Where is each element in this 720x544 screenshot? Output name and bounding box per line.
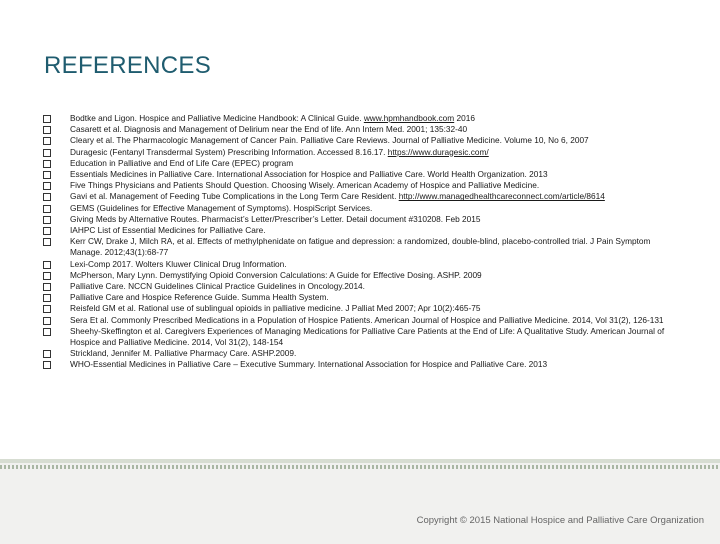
reference-text: Strickland, Jennifer M. Palliative Pharmacy Care. ASHP.2009. [70,348,297,359]
reference-item [43,303,683,314]
reference-text: WHO-Essential Medicines in Palliative Care – Executive Summary. International Association for Hospice and Palliative Care. 2013 [70,359,548,370]
checkbox-bullet-icon [43,149,51,157]
reference-item [43,158,683,169]
reference-text: Sera Et al. Commonly Prescribed Medications in a Population of Hospice Patients. American Journal of Hospice and Palliative Medicine. 2014, Vol 31(2), 126-131 [70,314,664,325]
reference-text: Education in Palliative and End of Life Care (EPEC) program [70,157,294,168]
checkbox-bullet-icon [43,350,51,358]
reference-text: Casarett et al. Diagnosis and Management of Delirium near the End of life. Ann Intern Med. 2001; 135:32-40 [70,124,468,135]
reference-item [43,191,683,202]
reference-text: Bodtke and Ligon. Hospice and Palliative Medicine Handbook: A Clinical Guide. [70,113,364,123]
reference-item [43,359,683,370]
reference-text: Palliative Care. NCCN Guidelines Clinical Practice Guidelines in Oncology.2014. [70,281,365,292]
reference-item [43,214,683,225]
reference-text: Lexi-Comp 2017. Wolters Kluwer Clinical Drug Information. [70,258,287,269]
reference-link[interactable]: https://www.duragesic.com/ [387,146,489,157]
checkbox-bullet-icon [43,137,51,145]
checkbox-bullet-icon [43,115,51,123]
reference-text-suffix: 2016 [454,113,475,123]
reference-text: Gavi et al. Management of Feeding Tube Complications in the Long Term Care Resident. [70,191,399,202]
checkbox-bullet-icon [43,305,51,313]
reference-link[interactable]: http://www.managedhealthcareconnect.com/article/8614 [398,191,605,202]
reference-item [43,225,683,236]
reference-item [43,135,683,146]
reference-text: McPherson, Mary Lynn. Demystifying Opioid Conversion Calculations: A Guide for Effective Dosing. ASHP. 2009 [70,269,482,280]
reference-item [43,326,683,348]
checkbox-bullet-icon [43,126,51,134]
reference-link[interactable]: www.hpmhandbook.com [363,113,455,123]
reference-item [43,147,683,158]
checkbox-bullet-icon [43,171,51,179]
reference-text: GEMS (Guidelines for Effective Management of Symptoms). HospiScript Services. [70,202,373,213]
checkbox-bullet-icon [43,294,51,302]
reference-text: IAHPC List of Essential Medicines for Palliative Care. [70,225,266,236]
checkbox-bullet-icon [43,160,51,168]
footer-stripe [0,465,720,469]
reference-item [43,180,683,191]
checkbox-bullet-icon [43,227,51,235]
reference-item [43,169,683,180]
reference-text: Duragesic (Fentanyl Transdermal System) Prescribing Information. Accessed 8.16.17. [70,146,388,157]
reference-text: Reisfeld GM et al. Rational use of sublingual opioids in palliative medicine. J Palliat Med 2007; Apr 10(2):465-75 [70,303,481,314]
reference-text: Essentials Medicines in Palliative Care. International Association for Hospice and Palliative Care. World Health Organization. 2013 [70,169,548,180]
reference-item [43,236,683,258]
reference-item [43,292,683,303]
checkbox-bullet-icon [43,193,51,201]
checkbox-bullet-icon [43,238,51,246]
reference-item [43,259,683,270]
reference-item [43,203,683,214]
reference-text: Cleary et al. The Pharmacologic Management of Cancer Pain. Palliative Care Reviews. Journal of Palliative Medicine. Volume 10, No 6, 2007 [70,135,589,146]
reference-text: Five Things Physicians and Patients Should Question. Choosing Wisely. American Academy of Hospice and Palliative Medicine. [70,180,540,191]
checkbox-bullet-icon [43,328,51,336]
copyright-text: Copyright © 2015 National Hospice and Palliative Care Organization [416,515,704,526]
checkbox-bullet-icon [43,283,51,291]
reference-text: Kerr CW, Drake J, Milch RA, et al. Effects of methylphenidate on fatigue and depression: a randomized, double-blind, placebo-controlled trial. J Pain Symptom Manage. 2012;43(1):68-77 [70,236,651,258]
reference-item [43,270,683,281]
reference-text: Sheehy-Skeffington et al. Caregivers Experiences of Managing Medications for Palliative Care Patients at the End of Life: A Qualitative Study. American Journal of Hospice and Palliative Medicine. 2014, Vol 31(2), 148-154 [70,325,665,348]
reference-text: Giving Meds by Alternative Routes. Pharmacist’s Letter/Prescriber’s Letter. Detail document #310208. Feb 2015 [70,213,481,224]
reference-list [43,113,683,371]
checkbox-bullet-icon [43,261,51,269]
page-title: REFERENCES [44,52,212,79]
reference-text: Palliative Care and Hospice Reference Guide. Summa Health System. [70,292,329,303]
footer-band [0,459,720,544]
checkbox-bullet-icon [43,182,51,190]
checkbox-bullet-icon [43,205,51,213]
reference-item [43,281,683,292]
reference-item [43,315,683,326]
checkbox-bullet-icon [43,361,51,369]
reference-item [43,348,683,359]
reference-item [43,113,683,124]
reference-item [43,124,683,135]
checkbox-bullet-icon [43,317,51,325]
checkbox-bullet-icon [43,272,51,280]
checkbox-bullet-icon [43,216,51,224]
